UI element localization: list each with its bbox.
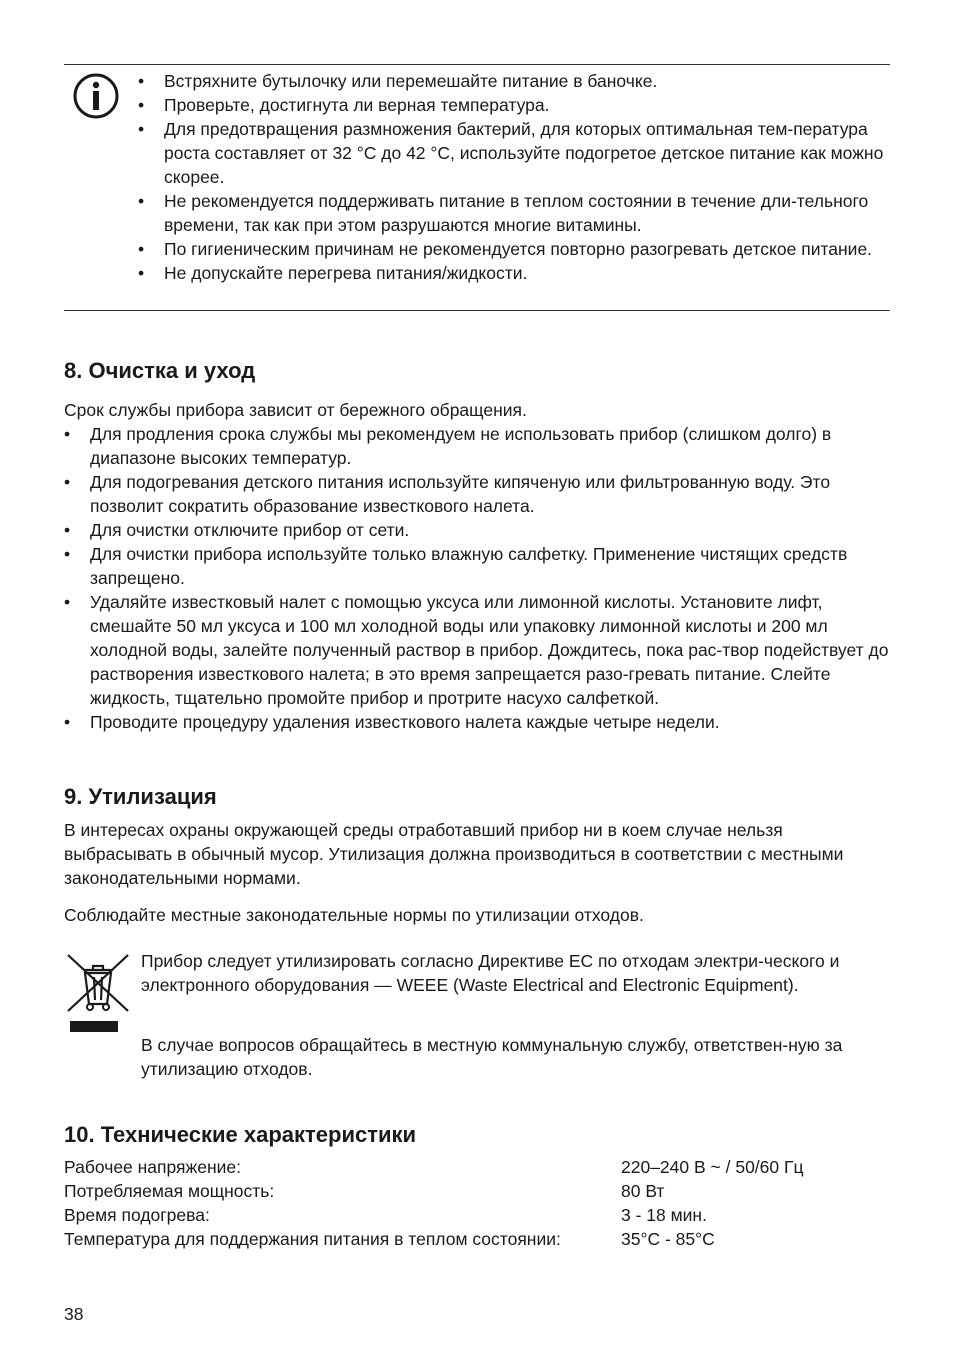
section-8-body bbox=[64, 398, 890, 734]
section-8-list bbox=[64, 422, 890, 734]
section-8-title: 8. Очистка и уход bbox=[64, 358, 256, 383]
section-9-para-2: Соблюдайте местные законодательные нормы по утилизации отходов. bbox=[64, 905, 644, 925]
info-box bbox=[64, 64, 890, 311]
list-item: • Для подогревания детского питания используйте кипяченую или фильтрованную воду. Это позволит сократить образование известкового налета. bbox=[64, 470, 890, 518]
section-9-title: 9. Утилизация bbox=[64, 784, 217, 809]
info-item: • Проверьте, достигнута ли верная температура. bbox=[136, 93, 886, 117]
info-icon bbox=[72, 72, 120, 120]
list-item: • Проводите процедуру удаления известкового налета каждые четыре недели. bbox=[64, 710, 890, 734]
info-list bbox=[136, 69, 886, 285]
table-row bbox=[64, 1179, 804, 1203]
list-item: • Удаляйте известковый налет с помощью уксуса или лимонной кислоты. Установите лифт, смешайте 50 мл уксуса и 100 мл холодной воды или упаковку лимонной кислоты и 200 мл холодной воды, залейте полученный раствор в прибор. Дождитесь, пока рас-твор подействует до растворения известкового налета; в это время запрещается разо-гревать питание. Слейте жидкость, тщательно промойте прибор и протрите насухо салфеткой. bbox=[64, 590, 890, 710]
spec-label: Рабочее напряжение: bbox=[64, 1157, 241, 1177]
page-number: 38 bbox=[64, 1304, 84, 1324]
list-item: • Для продления срока службы мы рекомендуем не использовать прибор (слишком долго) в диапазоне высоких температур. bbox=[64, 422, 890, 470]
info-item: • По гигиеническим причинам не рекомендуется повторно разогревать детское питание. bbox=[136, 237, 886, 261]
info-item: • Встряхните бутылочку или перемешайте питание в баночке. bbox=[136, 69, 886, 93]
table-row bbox=[64, 1227, 804, 1251]
section-8-intro: Срок службы прибора зависит от бережного обращения. bbox=[64, 400, 527, 420]
spec-value: 80 Вт bbox=[621, 1181, 665, 1201]
section-10-title: 10. Технические характеристики bbox=[64, 1122, 417, 1147]
section-9-para-1: В интересах охраны окружающей среды отработавший прибор ни в коем случае нельзя выбрасывать в обычный мусор. Утилизация должна производиться в соответствии с местными законодательными нормами. bbox=[64, 820, 844, 888]
list-item: • Для очистки отключите прибор от сети. bbox=[64, 518, 890, 542]
table-row bbox=[64, 1155, 804, 1179]
spec-label: Время подогрева: bbox=[64, 1205, 210, 1225]
info-item: • Не допускайте перегрева питания/жидкости. bbox=[136, 261, 886, 285]
info-item: • Для предотвращения размножения бактерий, для которых оптимальная тем-пература роста составляет от 32 °C до 42 °C, используйте подогретое детское питание как можно скорее. bbox=[136, 117, 886, 189]
spec-value: 35°C - 85°C bbox=[621, 1229, 715, 1249]
contact-text: В случае вопросов обращайтесь в местную коммунальную службу, ответствен-ную за утилизацию отходов. bbox=[141, 1035, 843, 1079]
spec-value: 220–240 В ~ / 50/60 Гц bbox=[621, 1157, 804, 1177]
spec-label: Потребляемая мощность: bbox=[64, 1181, 275, 1201]
list-item: • Для очистки прибора используйте только влажную салфетку. Применение чистящих средств запрещено. bbox=[64, 542, 890, 590]
table-row bbox=[64, 1203, 804, 1227]
spec-value: 3 - 18 мин. bbox=[621, 1205, 707, 1225]
weee-text: Прибор следует утилизировать согласно Директиве ЕС по отходам электри-ческого и электронного оборудования — WEEE (Waste Electrical and Electronic Equipment). bbox=[141, 951, 840, 995]
info-item: • Не рекомендуется поддерживать питание в теплом состоянии в течение дли-тельного времени, так как при этом разрушаются многие витамины. bbox=[136, 189, 886, 237]
weee-crossed-bin-icon bbox=[66, 953, 130, 1035]
specs-table bbox=[64, 1155, 804, 1251]
spec-label: Температура для поддержания питания в теплом состоянии: bbox=[64, 1229, 561, 1249]
